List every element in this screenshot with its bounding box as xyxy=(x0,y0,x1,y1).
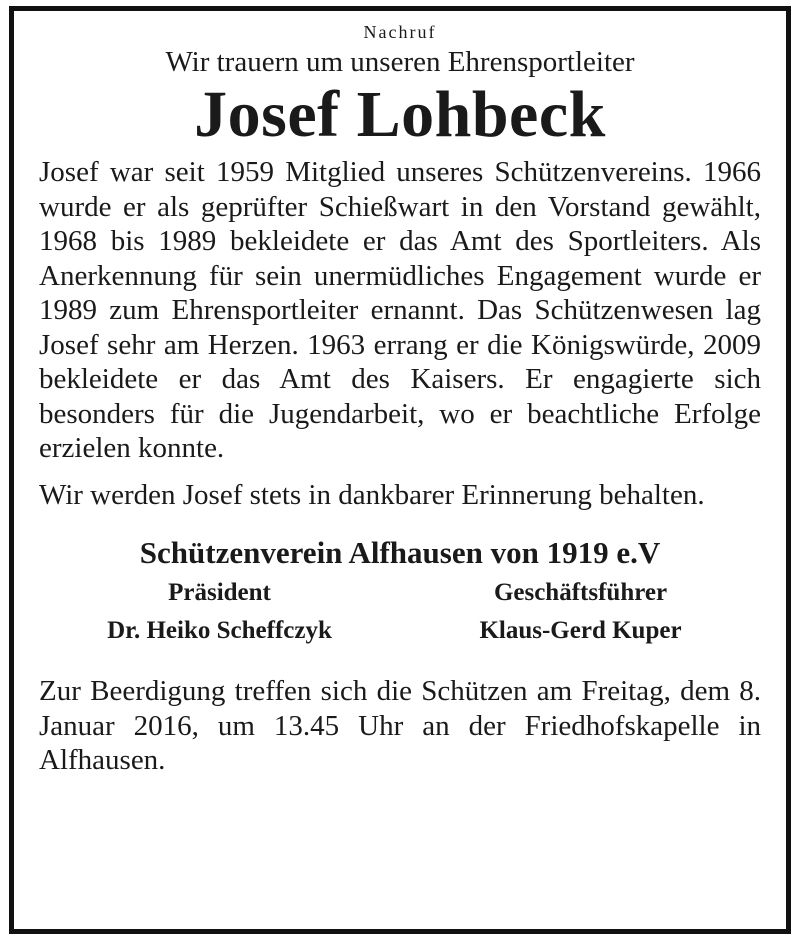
signer-role: Geschäftsführer xyxy=(493,579,668,606)
club-name: Schützenverein Alfhausen von 1919 e.V xyxy=(139,535,661,570)
signer-role: Präsident xyxy=(168,579,271,606)
notice-content xyxy=(39,11,761,807)
signer-president xyxy=(39,574,400,650)
funeral-paragraph: Zur Beerdigung treffen sich die Schützen am Freitag, dem 8. Januar 2016, um 13.45 Uhr an der Friedhofskapelle in Alfhausen. xyxy=(39,675,761,776)
signer-manager xyxy=(400,574,761,650)
biography-paragraph: Josef war seit 1959 Mitglied unseres Schützenvereins. 1966 wurde er als geprüfter Schießwart in den Vorstand gewählt, 1968 bis 1989 bekleidete er das Amt des Sportleiters. Als Anerkennung für sein unermüdliches Engagement wurde er 1989 zum Ehrensportleiter ernannt. Das Schützenwesen lag Josef sehr am Herzen. 1963 errang er die Königswürde, 2009 bekleidete er das Amt des Kaisers. Er engagierte sich besonders für die Jugendarbeit, wo er beachtliche Erfolge erzielen konnte. xyxy=(39,156,761,464)
deceased-name: Josef Lohbeck xyxy=(194,78,606,151)
notice-kicker: Nachruf xyxy=(363,22,437,42)
signers-row xyxy=(39,574,761,650)
obituary-notice xyxy=(9,6,791,934)
signer-person: Dr. Heiko Scheffczyk xyxy=(107,617,332,644)
closing-paragraph: Wir werden Josef stets in dankbarer Erinnerung behalten. xyxy=(39,478,705,511)
notice-intro: Wir trauern um unseren Ehrensportleiter xyxy=(165,46,635,78)
signer-person: Klaus-Gerd Kuper xyxy=(479,617,682,644)
